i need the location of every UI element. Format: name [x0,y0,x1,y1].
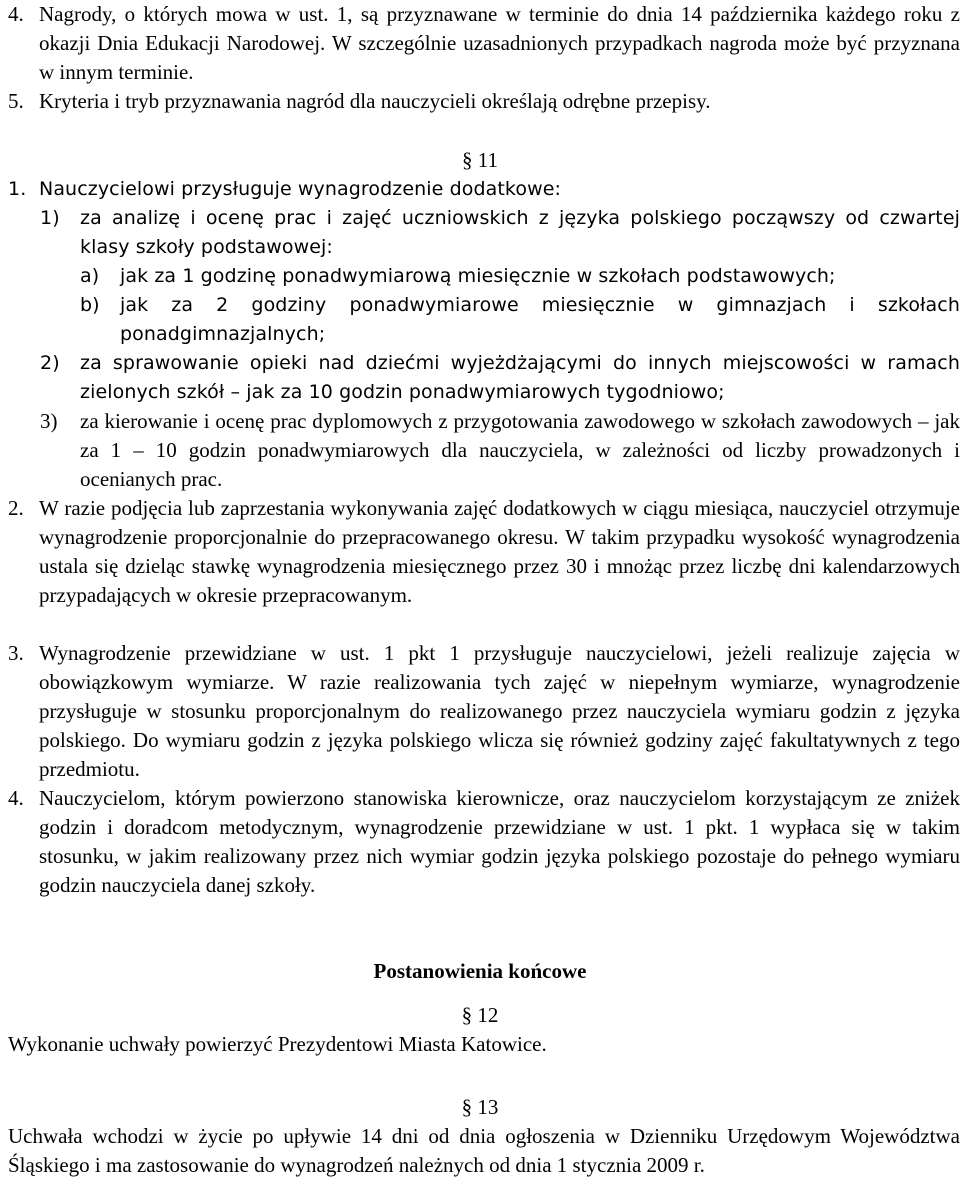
item-text: Nagrody, o których mowa w ust. 1, są przyznawane w terminie do dnia 14 października każdego roku z okazji Dnia Edukacji Narodowej. W szczególnie uzasadnionych przypadkach nagroda może być przyznana w innym terminie. [39,2,960,84]
letter-text: jak za 2 godziny ponadwymiarowe miesięcznie w gimnazjach i szkołach ponadgimnazjalnych; [120,294,960,345]
section-mark-13: § 13 [461,1095,499,1119]
point-text: za sprawowanie opieki nad dziećmi wyjeżdżającymi do innych miejscowości w ramach zielonych szkół – jak za 10 godzin ponadwymiarowych tygodniowo; [80,352,960,403]
point-number: 1) [40,207,60,229]
item-number: 4. [8,786,24,810]
item-text: Nauczycielowi przysługuje wynagrodzenie dodatkowe: [39,178,562,200]
item-number: 4. [8,2,24,26]
item-number: 1. [8,178,27,200]
item-number: 5. [8,89,24,113]
point-number: 2) [40,352,60,374]
point-number: 3) [40,409,58,433]
letter-number: b) [80,294,100,316]
item-text: Kryteria i tryb przyznawania nagród dla nauczycieli określają odrębne przepisy. [39,89,711,113]
letter-text: jak za 1 godzinę ponadwymiarową miesięcznie w szkołach podstawowych; [120,265,836,287]
item-text: W razie podjęcia lub zaprzestania wykonywania zajęć dodatkowych w ciągu miesiąca, nauczyciel otrzymuje wynagrodzenie proporcjonalnie do przepracowanego okresu. W takim przypadku wysokość wynagrodzenia ustala się dzieląc stawkę wynagrodzenia miesięcznego przez 30 i mnożąc przez liczbę dni kalendarzowych przypadających w okresie przepracowanym. [39,496,960,607]
item-number: 3. [8,641,24,665]
item-text: Nauczycielom, którym powierzono stanowiska kierownicze, oraz nauczycielom korzystającym ze zniżek godzin i doradcom metodycznym, wynagrodzenie przewidziane w ust. 1 pkt. 1 wypłaca się w takim stosunku, w jakim realizowany przez nich wymiar godzin języka polskiego pozostaje do pełnego wymiaru godzin nauczyciela danej szkoły. [39,786,960,897]
point-text: za analizę i ocenę prac i zajęć uczniowskich z języka polskiego począwszy od czwartej klasy szkoły podstawowej: [80,207,960,258]
final-provisions-heading: Postanowienia końcowe [373,959,587,983]
item-number: 2. [8,496,24,520]
letter-number: a) [80,265,100,287]
section-13-text: Uchwała wchodzi w życie po upływie 14 dni od dnia ogłoszenia w Dzienniku Urzędowym Województwa Śląskiego i ma zastosowanie do wynagrodzeń należnych od dnia 1 stycznia 2009 r. [8,1124,960,1177]
section-mark-12: § 12 [461,1003,499,1027]
section-mark-11: § 11 [462,148,498,172]
item-text: Wynagrodzenie przewidziane w ust. 1 pkt 1 przysługuje nauczycielowi, jeżeli realizuje zajęcia w obowiązkowym wymiarze. W razie realizowania tych zajęć w niepełnym wymiarze, wynagrodzenie przysługuje w stosunku proporcjonalnym do realizowanego przez nauczyciela wymiaru godzin z języka polskiego. Do wymiaru godzin z języka polskiego wlicza się również godziny zajęć fakultatywnych z tego przedmiotu. [39,641,960,781]
section-12-text: Wykonanie uchwały powierzyć Prezydentowi Miasta Katowice. [8,1032,547,1056]
point-text: za kierowanie i ocenę prac dyplomowych z przygotowania zawodowego w szkołach zawodowych – jak za 1 – 10 godzin ponadwymiarowych dla nauczyciela, w zależności od liczby prowadzonych i ocenianych prac. [80,409,960,491]
